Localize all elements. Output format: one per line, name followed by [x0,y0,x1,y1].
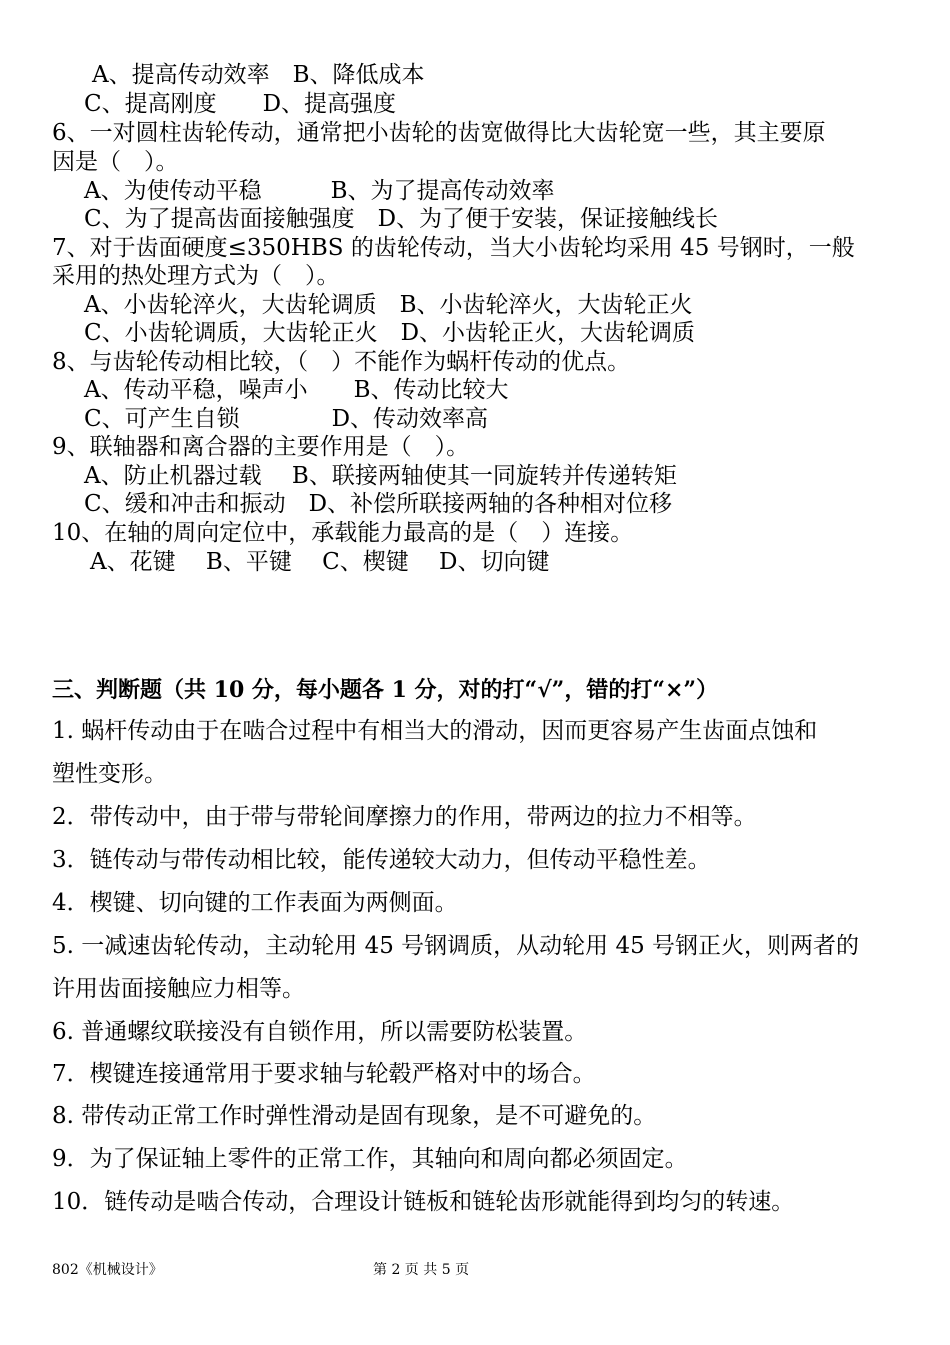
q9-stem: 9、联轴器和离合器的主要作用是（ ）。 [52,434,470,460]
q5-options-line-2: C、提高刚度 D、提高强度 [84,91,397,117]
q6-options-line-2: C、为了提高齿面接触强度 D、为了便于安装，保证接触线长 [84,206,719,232]
judgment-item-3: 3．链传动与带传动相比较，能传递较大动力，但传动平稳性差。 [52,847,711,873]
q9-options-line-2: C、缓和冲击和振动 D、补偿所联接两轴的各种相对位移 [84,491,673,517]
judgment-section-title: 三、判断题（共 10 分，每小题各 1 分，对的打“√”，错的打“×”） [52,677,719,703]
q7-options-line-2: C、小齿轮调质，大齿轮正火 D、小齿轮正火，大齿轮调质 [84,320,696,346]
judgment-item-1-cont: 塑性变形。 [52,761,167,787]
footer-course: 802《机械设计》 [52,1262,163,1278]
judgment-item-9: 9．为了保证轴上零件的正常工作，其轴向和周向都必须固定。 [52,1146,688,1172]
q6-stem-line-2: 因是（ ）。 [52,149,179,175]
q8-options-line-2: C、可产生自锁 D、传动效率高 [84,406,489,432]
q7-stem-line-1: 7、对于齿面硬度≤350HBS 的齿轮传动，当大小齿轮均采用 45 号钢时，一般 [52,235,855,261]
q6-stem-line-1: 6、一对圆柱齿轮传动，通常把小齿轮的齿宽做得比大齿轮宽一些，其主要原 [52,120,826,146]
q8-options-line-1: A、传动平稳，噪声小 B、传动比较大 [84,377,509,403]
q9-options-line-1: A、防止机器过载 B、联接两轴使其一同旋转并传递转矩 [84,463,677,489]
q7-options-line-1: A、小齿轮淬火，大齿轮调质 B、小齿轮淬火，大齿轮正火 [84,292,693,318]
q10-stem: 10、在轴的周向定位中，承载能力最高的是（ ）连接。 [52,520,634,546]
q8-stem: 8、与齿轮传动相比较，（ ）不能作为蜗杆传动的优点。 [52,349,631,375]
q5-options-line-1: A、提高传动效率 B、降低成本 [92,62,425,88]
q7-stem-line-2: 采用的热处理方式为（ ）。 [52,263,340,289]
q6-options-line-1: A、为使传动平稳 B、为了提高传动效率 [84,178,555,204]
judgment-item-10: 10．链传动是啮合传动，合理设计链板和链轮齿形就能得到均匀的转速。 [52,1189,795,1215]
judgment-item-8: 8. 带传动正常工作时弹性滑动是固有现象，是不可避免的。 [52,1103,657,1129]
footer-page-number: 第 2 页 共 5 页 [373,1262,470,1278]
q10-options: A、花键 B、平键 C、楔键 D、切向键 [90,549,550,575]
judgment-item-2: 2．带传动中，由于带与带轮间摩擦力的作用，带两边的拉力不相等。 [52,804,757,830]
judgment-item-4: 4．楔键、切向键的工作表面为两侧面。 [52,890,458,916]
judgment-item-1: 1. 蜗杆传动由于在啮合过程中有相当大的滑动，因而更容易产生齿面点蚀和 [52,718,818,744]
judgment-item-7: 7．楔键连接通常用于要求轴与轮毂严格对中的场合。 [52,1061,596,1087]
judgment-item-5: 5. 一减速齿轮传动，主动轮用 45 号钢调质，从动轮用 45 号钢正火，则两者的 [52,933,860,959]
judgment-item-5-cont: 许用齿面接触应力相等。 [52,976,305,1002]
judgment-item-6: 6. 普通螺纹联接没有自锁作用，所以需要防松装置。 [52,1019,588,1045]
